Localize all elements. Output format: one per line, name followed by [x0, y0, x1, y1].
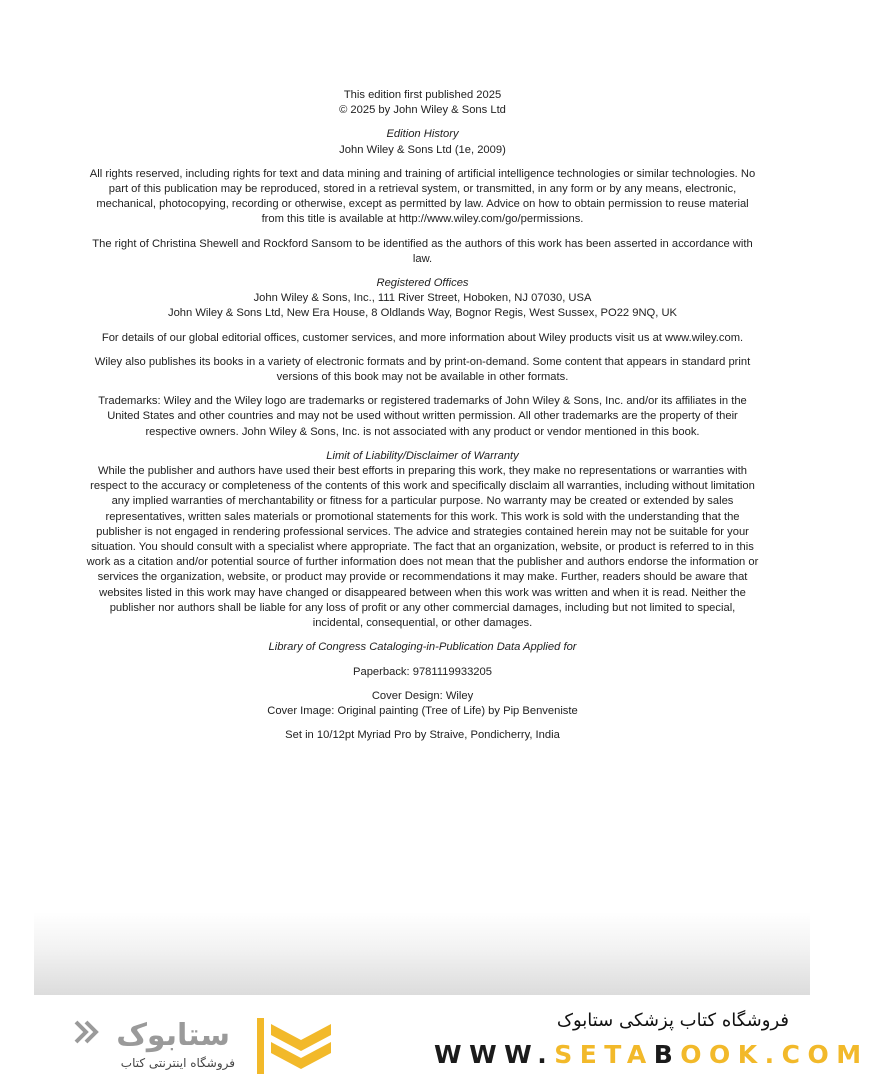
setabook-logo-wordmark [72, 1012, 232, 1052]
book-chevron-icon [257, 1018, 332, 1074]
cip-line: Library of Congress Cataloging-in-Publication Data Applied for [268, 641, 577, 654]
page-bottom-shadow [34, 912, 810, 995]
paperback-isbn: Paperback: 9781119933205 [353, 665, 492, 678]
formats-paragraph: Wiley also publishes its books in a variety of electronic formats and by print-on-demand. Some content that appears in standard print versions of this book may not be available in other formats. [94, 355, 751, 384]
edition-history: John Wiley & Sons Ltd (1e, 2009) [339, 143, 506, 156]
first-published-line: This edition first published 2025 [343, 89, 502, 101]
editorial-offices-paragraph: For details of our global editorial offices, customer services, and more information about Wiley products visit us at www.wiley.com. [101, 331, 744, 344]
trademarks-paragraph: Trademarks: Wiley and the Wiley logo are trademarks or registered trademarks of John Wiley & Sons, Inc. and/or its affiliates in the United States and other countries and may not be used without written permission. All other trademarks are the property of their respective owners. John Wiley & Sons, Inc. is not associated with any product or vendor mentioned in this book. [98, 395, 747, 438]
copyright-line: © 2025 by John Wiley & Sons Ltd [339, 104, 506, 117]
liability-paragraph: While the publisher and authors have used their best efforts in preparing this work, they make no representations or warranties with respect to the accuracy or completeness of the contents of this work and specifically disclaim all warranties, including without limitation any implied warranties of merchantability or fitness for a particular purpose. No warranty may be created or extended by sales representatives, written sales materials or promotional statements for this work. This work is sold with the understanding that the publisher is not engaged in rendering professional services. The advice and strategies contained herein may not be suitable for your situation. You should consult with a specialist where appropriate. The fact that an organization, website, or product is referred to in this work as a citation and/or potential source of further information does not mean that the publisher and authors endorse the information or services the organization, website, or product may provide or recommendations it may make. Further, readers should be aware that websites listed in this work may have changed or disappeared between when this work was written and when it is read. Neither the publisher nor authors shall be liable for any loss of profit or any other commercial damages, including but not limited to special, incidental, consequential, or other damages. [86, 465, 759, 630]
authors-right-paragraph: The right of Christina Shewell and Rockford Sansom to be identified as the authors of this work has been asserted in accordance with law. [92, 237, 753, 265]
cover-design-credit: Cover Design: Wiley [371, 689, 474, 702]
edition-history-heading: Edition History [386, 128, 459, 141]
registered-offices-heading: Registered Offices [376, 277, 469, 290]
url-highlight-ook: OOK.COM [680, 1040, 869, 1069]
url-b: B [653, 1040, 681, 1069]
shop-title: فروشگاه کتاب پزشکی ستابوک [556, 1010, 789, 1031]
liability-heading: Limit of Liability/Disclaimer of Warranty [326, 449, 519, 462]
url-highlight-seta: SETA [554, 1040, 654, 1069]
cover-image-credit: Cover Image: Original painting (Tree of Life) by Pip Benveniste [267, 704, 578, 717]
rights-reserved-paragraph: All rights reserved, including rights for text and data mining and training of artificial intelligence technologies or similar technologies. No part of this publication may be reproduced, stored in a retrieval system, or transmitted, in any form or by any means, electronic, mechanical, photocopying, recording or otherwise, except as permitted by law. Advice on how to obtain permission to reuse material from this title is available at http://www.wiley.com/go/permissions. [89, 167, 756, 226]
office-us: John Wiley & Sons, Inc., 111 River Street, Hoboken, NJ 07030, USA [253, 292, 592, 305]
office-uk: John Wiley & Sons Ltd, New Era House, 8 Oldlands Way, Bognor Regis, West Sussex, PO22 9NQ, UK [167, 307, 678, 320]
url-prefix: WWW. [434, 1040, 555, 1069]
setabook-logo [72, 1012, 334, 1076]
typeset-credit: Set in 10/12pt Myriad Pro by Straive, Pondicherry, India [285, 729, 560, 742]
logo-arrows-icon [76, 1022, 96, 1042]
setabook-url[interactable] [434, 1040, 869, 1069]
copyright-text-block [86, 88, 759, 752]
logo-subtitle: فروشگاه اینترنتی کتاب [120, 1056, 235, 1070]
logo-wordmark-text: ستابوک [116, 1018, 230, 1053]
